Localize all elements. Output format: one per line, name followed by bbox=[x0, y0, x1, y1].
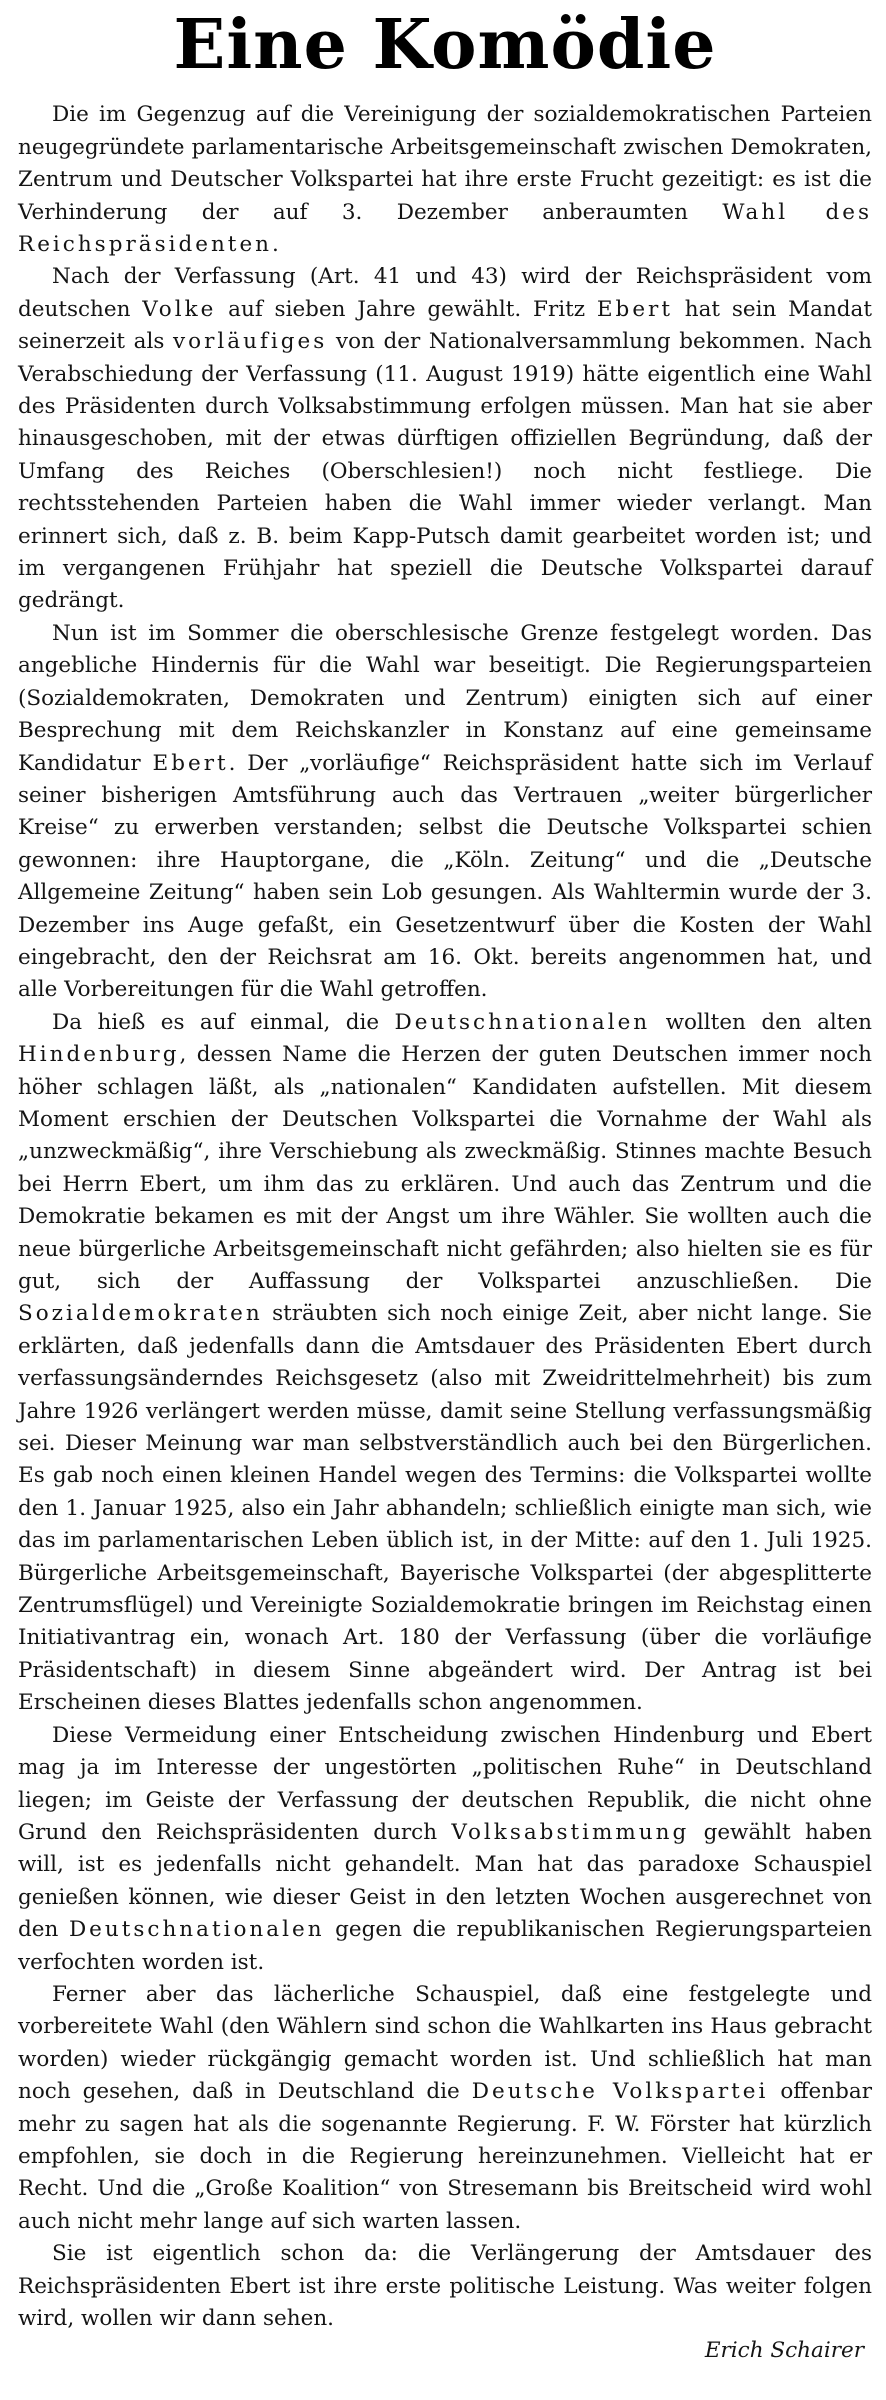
article-paragraph bbox=[18, 2238, 872, 2335]
emphasized-text: Wahl des Reichspräsidenten bbox=[18, 199, 872, 258]
emphasized-text: Volksabstimmung bbox=[451, 1819, 690, 1845]
paragraph-text: hat sein Mandat seinerzeit als bbox=[18, 296, 872, 355]
paragraph-text: Da hieß es auf einmal, die bbox=[52, 1009, 395, 1035]
paragraph-text: von der Nationalversammlung bekommen. Nach Verabschiedung der Verfassung (11. August 1919) hätte eigentlich eine Wahl des Präsidenten durch Volksabstimmung erfolgen müssen. Man hat sie aber hinausgeschoben, mit der etwas dürftigen offiziellen Begründung, daß der Umfang des Reiches (Oberschlesien!) noch nicht festliege. Die rechtsstehenden Parteien haben die Wahl immer wieder verlangt. Man erinnert sich, daß z. B. beim Kapp-Putsch damit gearbeitet worden ist; und im vergangenen Frühjahr hat speziell die Deutsche Volkspartei darauf gedrängt. bbox=[18, 329, 872, 614]
emphasized-text: Volke bbox=[142, 296, 217, 322]
paragraph-text: Sie ist eigentlich schon da: die Verlängerung der Amtsdauer des Reichspräsidenten Ebert ist ihre erste politische Leistung. Was weiter folgen wird, wollen wir dann sehen. bbox=[18, 2241, 872, 2332]
paragraph-text: offenbar mehr zu sagen hat als die sogenannte Regierung. F. W. Förster hat kürzlich empfohlen, sie doch in die Regierung hereinzunehmen. Vielleicht hat er Recht. Und die „Große Koalition“ von Stresemann bis Breitscheid wird wohl auch nicht mehr lange auf sich warten lassen. bbox=[18, 2079, 872, 2234]
article-paragraph bbox=[18, 261, 872, 617]
article-body bbox=[18, 99, 872, 2335]
article-paragraph bbox=[18, 1979, 872, 2238]
emphasized-text: Ebert bbox=[596, 296, 673, 322]
paragraph-text: auf sieben Jahre gewählt. Fritz bbox=[216, 296, 597, 322]
emphasized-text: Hindenburg bbox=[18, 1042, 180, 1068]
paragraph-text: gewählt haben will, ist es jedenfalls nicht gehandelt. Man hat das paradoxe Schauspiel genießen können, wie dieser Geist in den letzten Wochen ausgerechnet von den bbox=[18, 1819, 872, 1943]
paragraph-text: . Der „vorläufige“ Reichspräsident hatte sich im Verlauf seiner bisherigen Amtsführung auch das Vertrauen „weiter bürgerlicher Kreise“ zu erwerben verstanden; selbst die Deutsche Volkspartei schien gewonnen: ihre Hauptorgane, die „Köln. Zeitung“ und die „Deutsche Allgemeine Zeitung“ haben sein Lob gesungen. Als Wahltermin wurde der 3. Dezember ins Auge gefaßt, ein Gesetzentwurf über die Kosten der Wahl eingebracht, den der Reichsrat am 16. Okt. bereits angenommen hat, und alle Vorbereitungen für die Wahl getroffen. bbox=[18, 750, 872, 1003]
emphasized-text: Ebert bbox=[152, 750, 229, 776]
paragraph-text: . bbox=[272, 232, 279, 258]
article-paragraph bbox=[18, 99, 872, 261]
emphasized-text: Sozialdemokraten bbox=[18, 1301, 263, 1327]
emphasized-text: Deutschnationalen bbox=[394, 1009, 651, 1035]
paragraph-text: Die im Gegenzug auf die Vereinigung der sozialdemokratischen Parteien neugegründete parlamentarische Arbeitsgemeinschaft zwischen Demokraten, Zentrum und Deutscher Volkspartei hat ihre erste Frucht gezeitigt: es ist die Verhinderung der auf 3. Dezember anberaumten bbox=[18, 102, 872, 225]
paragraph-text: sträubten sich noch einige Zeit, aber nicht lange. Sie erklärten, daß jedenfalls dann die Amtsdauer des Präsidenten Ebert durch verfassungsänderndes Reichsgesetz (also mit Zweidrittelmehrheit) bis zum Jahre 1926 verlängert werden müsse, damit seine Stellung verfassungsmäßig sei. Dieser Meinung war man selbstverständlich auch bei den Bürgerlichen. Es gab noch einen kleinen Handel wegen des Termins: die Volkspartei wollte den 1. Januar 1925, also ein Jahr abhandeln; schließlich einigte man sich, wie das im parlamentarischen Leben üblich ist, in der Mitte: auf den 1. Juli 1925. Bürgerliche Arbeitsgemeinschaft, Bayerische Volkspartei (der abgesplitterte Zentrumsflügel) und Vereinigte Sozialdemokratie bringen im Reichstag einen Initiativantrag ein, wonach Art. 180 der Verfassung (über die vorläufige Präsidentschaft) in diesem Sinne abgeändert wird. Der Antrag ist bei Erscheinen dieses Blattes jedenfalls schon angenommen. bbox=[18, 1301, 872, 1716]
paragraph-text: , dessen Name die Herzen der guten Deutschen immer noch höher schlagen läßt, als „nationalen“ Kandidaten aufstellen. Mit diesem Moment erschien der Deutschen Volkspartei die Vornahme der Wahl als „unzweckmäßig“, ihre Verschiebung als zweckmäßig. Stinnes machte Besuch bei Herrn Ebert, um ihm das zu erklären. Und auch das Zentrum und die Demokratie bekamen es mit der Angst um ihre Wähler. Sie wollten auch die neue bürgerliche Arbeitsgemeinschaft nicht gefährden; also hielten sie es für gut, sich der Auffassung der Volkspartei anzuschließen. Die bbox=[18, 1042, 872, 1295]
paragraph-text: Diese Vermeidung einer Entscheidung zwischen Hindenburg und Ebert mag ja im Interesse der ungestörten „politischen Ruhe“ in Deutschland liegen; im Geiste der Verfassung der deutschen Republik, die nicht ohne Grund den Reichspräsidenten durch bbox=[18, 1722, 872, 1845]
paragraph-text: wollten den alten bbox=[650, 1009, 872, 1035]
paragraph-text: Nun ist im Sommer die oberschlesische Grenze festgelegt worden. Das angebliche Hindernis für die Wahl war beseitigt. Die Regierungsparteien (Sozialdemokraten, Demokraten und Zentrum) einigten sich auf einer Besprechung mit dem Reichskanzler in Konstanz auf eine gemeinsame Kandidatur bbox=[18, 620, 872, 776]
paragraph-text: Ferner aber das lächerliche Schauspiel, daß eine festgelegte und vorbereitete Wahl (den Wählern sind schon die Wahlkarten ins Haus gebracht worden) wieder rückgängig gemacht worden ist. Und schließlich hat man noch gesehen, daß in Deutschland die bbox=[18, 1981, 872, 2105]
article-paragraph bbox=[18, 1007, 872, 1720]
author-signature: Erich Schairer bbox=[704, 2338, 864, 2364]
paragraph-text: gegen die republikanischen Regierungsparteien verfochten worden ist. bbox=[18, 1917, 873, 1975]
emphasized-text: Deutschnationalen bbox=[68, 1917, 325, 1943]
article-paragraph bbox=[18, 1720, 872, 1979]
emphasized-text: vorläufiges bbox=[173, 329, 328, 355]
emphasized-text: Deutsche Volkspartei bbox=[471, 2079, 769, 2105]
article-title: Eine Komödie bbox=[173, 5, 717, 85]
article-paragraph bbox=[18, 618, 872, 1007]
paragraph-text: Nach der Verfassung (Art. 41 und 43) wird der Reichspräsident vom deutschen bbox=[18, 264, 872, 322]
